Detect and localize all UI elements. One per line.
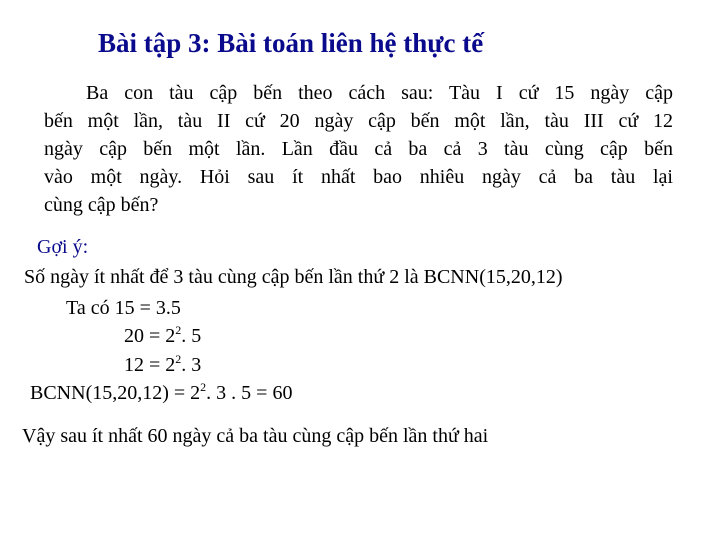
- factor-20-base: 20 = 2: [124, 325, 176, 347]
- hint-bcnn-result: [30, 382, 292, 405]
- hint-statement: Số ngày ít nhất để 3 tàu cùng cập bến lần thứ 2 là BCNN(15,20,12): [24, 266, 563, 288]
- problem-line: bến một lần, tàu II cứ 20 ngày cập bến một lần, tàu III cứ 12: [44, 110, 673, 132]
- factor-12-base: 12 = 2: [124, 354, 176, 376]
- hint-factor-15: Ta có 15 = 3.5: [66, 297, 181, 319]
- hint-factor-20: [124, 325, 201, 348]
- problem-line: Ba con tàu cập bến theo cách sau: Tàu I cứ 15 ngày cập: [86, 82, 673, 104]
- bcnn-base: BCNN(15,20,12) = 2: [30, 382, 201, 404]
- conclusion: Vậy sau ít nhất 60 ngày cả ba tàu cùng cập bến lần thứ hai: [22, 425, 489, 447]
- problem-statement: [44, 79, 673, 219]
- bcnn-exponent: 2: [200, 380, 207, 394]
- factor-12-exponent: 2: [175, 352, 182, 366]
- problem-line: cùng cập bến?: [44, 194, 159, 216]
- page-title: Bài tập 3: Bài toán liên hệ thực tế: [98, 28, 484, 58]
- factor-12-rest: . 3: [181, 354, 202, 376]
- hint-label: Gợi ý:: [37, 236, 89, 258]
- problem-line: vào một ngày. Hỏi sau ít nhất bao nhiêu ngày cả ba tàu lại: [44, 166, 673, 188]
- bcnn-rest: . 3 . 5 = 60: [206, 382, 293, 404]
- hint-factor-12: [124, 354, 201, 377]
- factor-20-exponent: 2: [175, 323, 182, 337]
- factor-20-rest: . 5: [181, 325, 202, 347]
- problem-line: ngày cập bến một lần. Lần đầu cả ba cả 3 tàu cùng cập bến: [44, 138, 673, 160]
